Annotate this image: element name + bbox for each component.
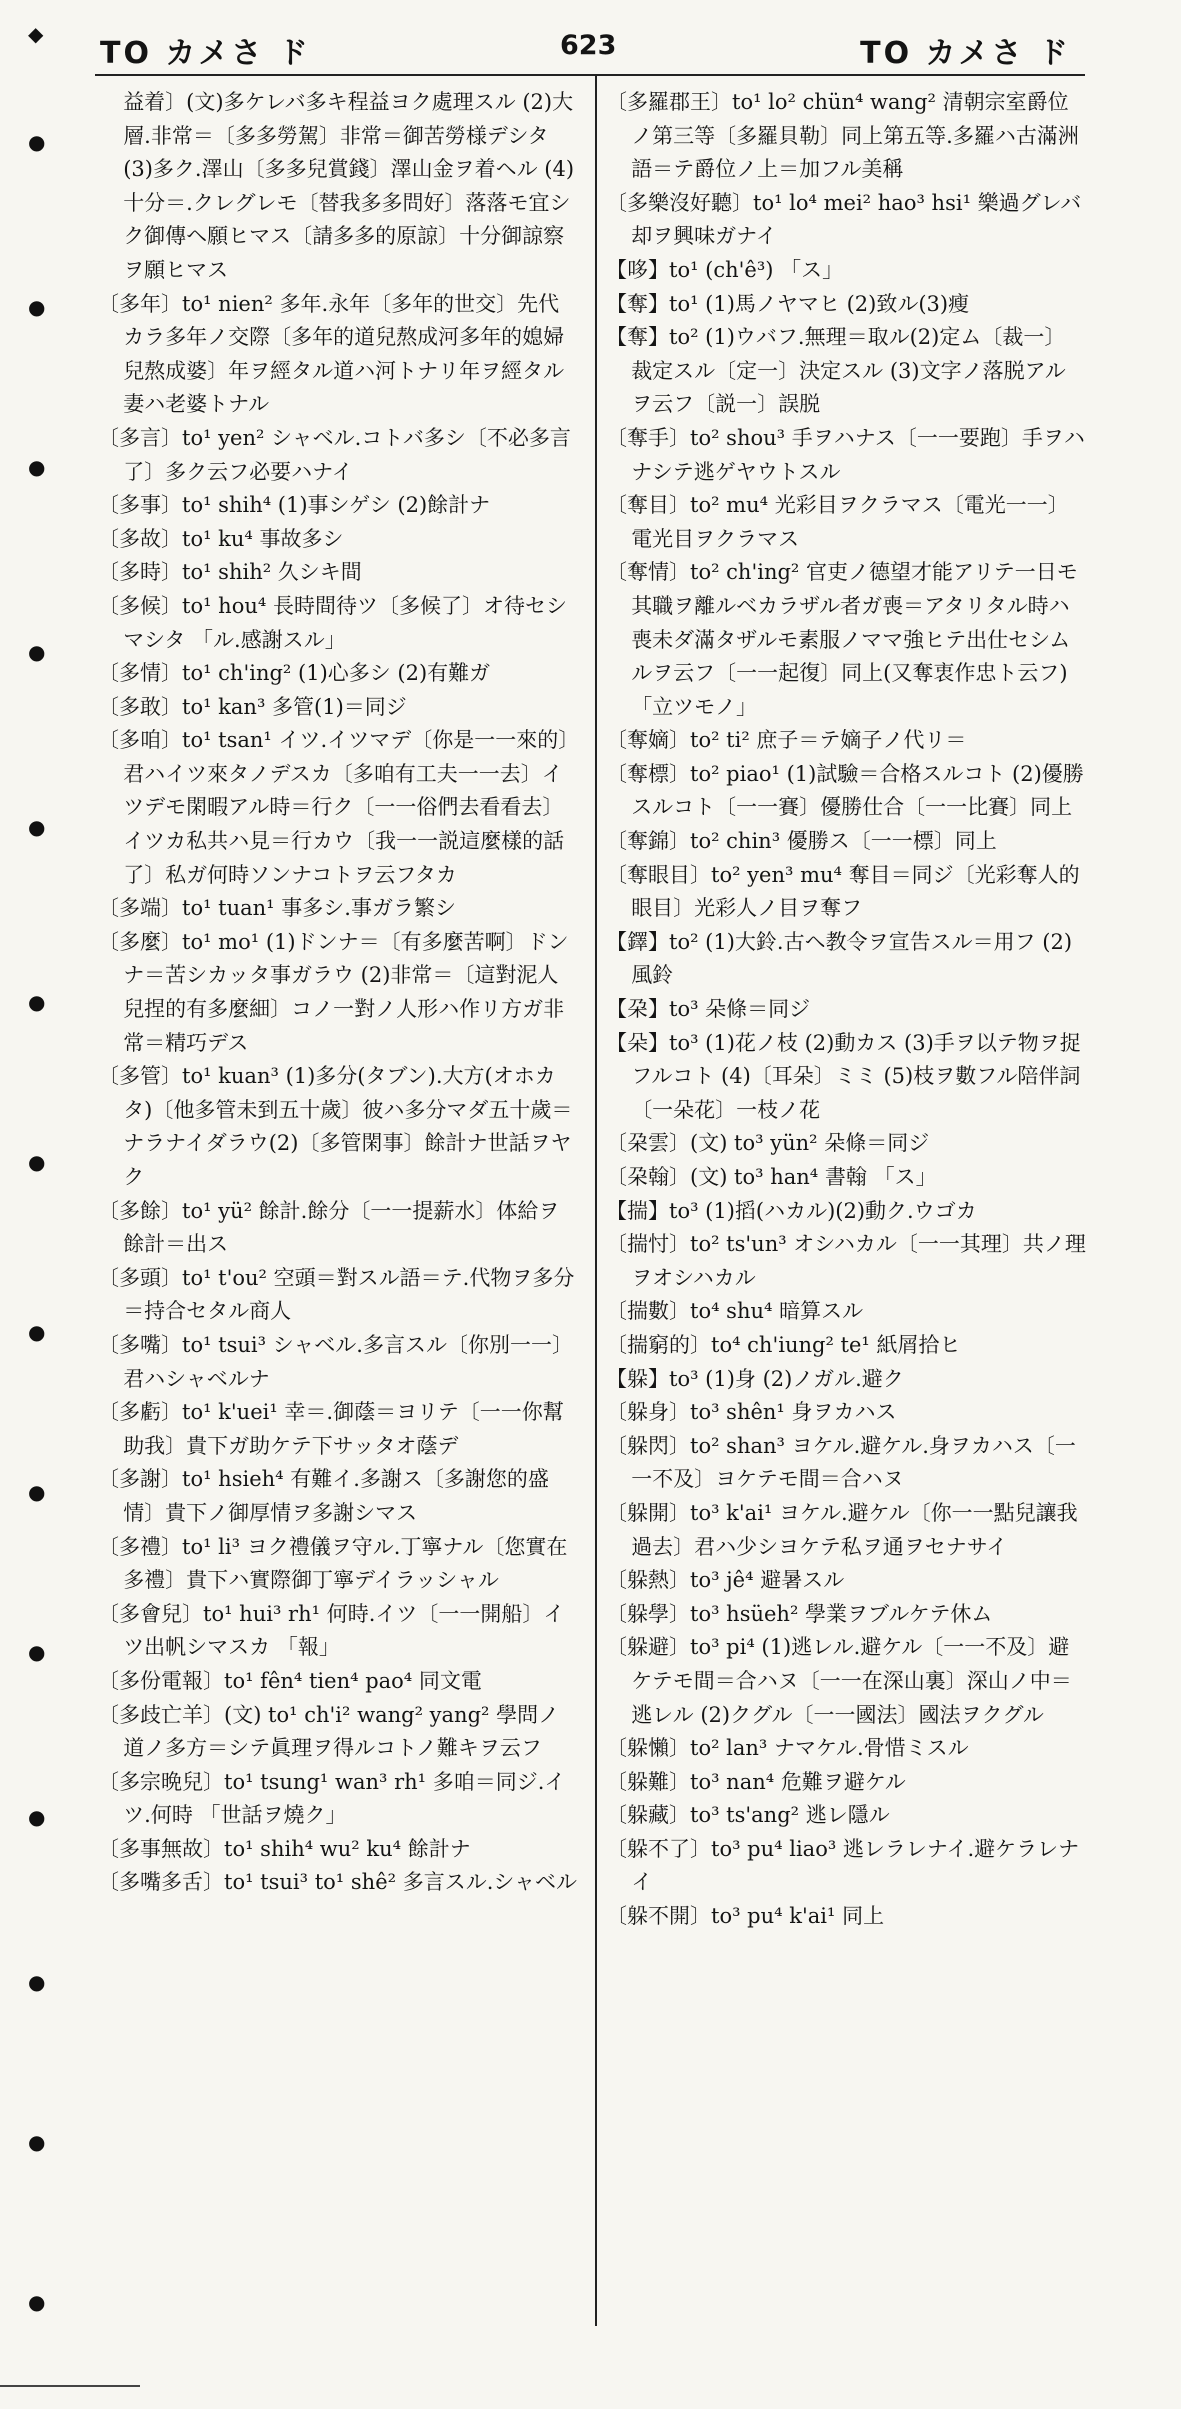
- dictionary-entry: 〔多會兒〕to¹ hui³ rh¹ 何時.イツ〔一一開船〕イツ出帆シマスカ 「報」: [98, 1601, 565, 1660]
- dictionary-entry: 〔朶翰〕(文) to³ han⁴ 書翰 「ス」: [606, 1165, 937, 1189]
- margin-mark-icon: ●: [28, 2130, 46, 2154]
- dictionary-entry: 〔多候〕to¹ hou⁴ 長時間待ツ〔多候了〕オ待セシマシタ 「ル.感謝スル」: [98, 593, 567, 652]
- dictionary-entry: 〔多樂沒好聽〕to¹ lo⁴ mei² hao³ hsi¹ 樂過グレバ却ヲ興味ガナイ: [606, 190, 1082, 249]
- dictionary-entry: 〔奪眼目〕to² yen³ mu⁴ 奪目＝同ジ〔光彩奪人的眼目〕光彩人ノ目ヲ奪フ: [606, 862, 1080, 921]
- right-column: [606, 86, 1086, 1934]
- dictionary-entry: 〔多嘴多舌〕to¹ tsui³ to¹ shê² 多言スル.シャベル: [98, 1870, 577, 1895]
- footer-rule: [0, 2385, 140, 2387]
- margin-mark-icon: ●: [28, 130, 46, 154]
- page-number: 623: [560, 30, 617, 61]
- dictionary-entry: 〔多頭〕to¹ t'ou² 空頭＝對スル語＝テ.代物ヲ多分＝持合セタル商人: [98, 1265, 575, 1324]
- margin-mark-icon: ●: [28, 1150, 46, 1174]
- dictionary-entry: 〔多管〕to¹ kuan³ (1)多分(タブン).大方(オホカタ)〔他多管未到五十歲〕彼ハ多分マダ五十歲＝ナラナイダラウ(2)〔多管閑事〕餘計ナ世話ヲヤク: [98, 1064, 573, 1189]
- dictionary-entry: 〔多禮〕to¹ li³ ヨク禮儀ヲ守ル.丁寧ナル〔您實在多禮〕貴下ハ實際御丁寧デイラッシャル: [98, 1534, 568, 1593]
- dictionary-entry: 〔多情〕to¹ ch'ing² (1)心多シ (2)有難ガ: [98, 661, 491, 686]
- dictionary-entry: 【朶】to³ 朵條＝同ジ: [606, 997, 811, 1022]
- dictionary-entry: 〔奪錦〕to² chin³ 優勝ス〔一一標〕同上: [606, 829, 997, 854]
- dictionary-entry: 〔多事無故〕to¹ shih⁴ wu² ku⁴ 餘計ナ: [98, 1836, 471, 1861]
- left-column: [98, 86, 578, 1900]
- dictionary-entry: 〔躲學〕to³ hsüeh² 學業ヲブルケテ休ム: [606, 1601, 993, 1626]
- dictionary-entry: 【奪】to² (1)ウバフ.無理＝取ル(2)定ム〔裁一〕裁定スル〔定一〕決定スル (3)文字ノ落脱アルヲ云フ〔説一〕誤脱: [606, 325, 1066, 417]
- dictionary-entry: 〔多嘴〕to¹ tsui³ シャベル.多言スル〔你別一一〕君ハシャベルナ: [98, 1332, 573, 1391]
- margin-mark-icon: ●: [28, 1480, 46, 1504]
- dictionary-entry: 〔多端〕to¹ tuan¹ 事多シ.事ガラ繁シ: [98, 896, 456, 921]
- dictionary-entry: 【朵】to³ (1)花ノ枝 (2)動カス (3)手ヲ以テ物ヲ捉フルコト (4)〔耳朵〕ミミ (5)枝ヲ數フル陪伴詞〔一朵花〕一枝ノ花: [606, 1030, 1081, 1122]
- dictionary-entry: 〔躲避〕to³ pi⁴ (1)逃レル.避ケル〔一一不及〕避ケテモ間＝合ハヌ〔一一在深山裏〕深山ノ中＝逃レル (2)クグル〔一一國法〕國法ヲクグル: [606, 1635, 1072, 1727]
- dictionary-entry: 〔奪目〕to² mu⁴ 光彩目ヲクラマス〔電光一一〕電光目ヲクラマス: [606, 493, 1069, 551]
- dictionary-entry: 〔躲不了〕to³ pu⁴ liao³ 逃レラレナイ.避ケラレナイ: [606, 1836, 1080, 1895]
- dictionary-entry: 〔多羅郡王〕to¹ lo² chün⁴ wang² 清朝宗室爵位ノ第三等〔多羅貝勒〕同上第五等.多羅ハ古滿洲語＝テ爵位ノ上＝加フル美稱: [606, 90, 1079, 182]
- dictionary-entry: 〔多年〕to¹ nien² 多年.永年〔多年的世交〕先代カラ多年ノ交際〔多年的道兒熬成河多年的媳婦兒熬成婆〕年ヲ經タル道ハ河トナリ年ヲ經タル妻ハ老婆トナル: [98, 291, 565, 417]
- header-rule: [95, 74, 1085, 76]
- dictionary-entry: 〔奪嫡〕to² ti² 庶子＝テ嫡子ノ代リ＝: [606, 728, 967, 753]
- margin-mark-icon: ●: [28, 640, 46, 664]
- dictionary-entry: 〔多餘〕to¹ yü² 餘計.餘分〔一一提薪水〕体給ヲ餘計＝出ス: [98, 1198, 560, 1257]
- running-head-right: TO カメさ ド: [860, 36, 1071, 71]
- dictionary-entry: 〔多事〕to¹ shih⁴ (1)事シゲシ (2)餘計ナ: [98, 493, 491, 518]
- dictionary-entry: 〔躲閃〕to² shan³ ヨケル.避ケル.身ヲカハス〔一一不及〕ヨケテモ間＝合ハヌ: [606, 1433, 1076, 1492]
- dictionary-entry: 〔奪手〕to² shou³ 手ヲハナス〔一一要跑〕手ヲハナシテ逃ゲヤウトスル: [606, 425, 1085, 484]
- dictionary-entry: 〔揣數〕to⁴ shu⁴ 暗算スル: [606, 1299, 864, 1324]
- dictionary-entry: 〔躲懶〕to² lan³ ナマケル.骨惜ミスル: [606, 1736, 969, 1761]
- margin-mark-icon: ●: [28, 2290, 46, 2314]
- dictionary-entry: 【鐸】to² (1)大鈴.古ヘ教令ヲ宣告スル＝用フ (2)風鈴: [606, 929, 1073, 988]
- page-header: [0, 22, 1181, 72]
- dictionary-entry: 〔躲藏〕to³ ts'ang² 逃レ隱ル: [606, 1803, 890, 1828]
- dictionary-entry: 〔奪標〕to² piao¹ (1)試驗＝合格スルコト (2)優勝スルコト〔一一賽〕優勝仕合〔一一比賽〕同上: [606, 761, 1084, 820]
- dictionary-entry: 【揣】to³ (1)搯(ハカル)(2)動ク.ウゴカ: [606, 1198, 977, 1223]
- margin-mark-icon: ●: [28, 1640, 46, 1664]
- dictionary-entry: 〔躲開〕to³ k'ai¹ ヨケル.避ケル〔你一一點兒讓我過去〕君ハ少シヨケテ私ヲ通ヲセナサイ: [606, 1500, 1078, 1559]
- dictionary-entry: 〔多言〕to¹ yen² シャベル.コトバ多シ〔不必多言了〕多ク云フ必要ハナイ: [98, 425, 571, 484]
- dictionary-entry: 〔多份電報〕to¹ fên⁴ tien⁴ pao⁴ 同文電: [98, 1668, 482, 1693]
- column-divider: [595, 76, 597, 2326]
- dictionary-entry: 〔揣窮的〕to⁴ ch'iung² te¹ 紙屑拾ヒ: [606, 1332, 961, 1357]
- margin-mark-icon: ●: [28, 815, 46, 839]
- dictionary-entry: 〔多時〕to¹ shih² 久シキ間: [98, 560, 362, 585]
- margin-mark-icon: ●: [28, 990, 46, 1014]
- dictionary-entry: 〔多謝〕to¹ hsieh⁴ 有難イ.多謝ス〔多謝您的盛情〕貴下ノ御厚情ヲ多謝シマス: [98, 1467, 549, 1525]
- margin-mark-icon: ●: [28, 1970, 46, 1994]
- dictionary-entry: 〔躲難〕to³ nan⁴ 危難ヲ避ケル: [606, 1769, 906, 1794]
- dictionary-entry: 〔多咱〕to¹ tsan¹ イツ.イツマデ〔你是一一來的〕君ハイツ來タノデスカ〔多咱有工夫一一去〕イツデモ閑暇アル時＝行ク〔一一俗們去看看去〕イツカ私共ハ見＝行カウ〔我一一説這麼樣的話了〕私ガ何時ソンナコトヲ云フタカ: [98, 728, 569, 887]
- dictionary-entry: 〔躲身〕to³ shên¹ 身ヲカハス: [606, 1400, 897, 1425]
- dictionary-entry: 〔躲熱〕to³ jê⁴ 避暑スル: [606, 1568, 845, 1593]
- dictionary-entry: 〔奪情〕to² ch'ing² 官吏ノ德望才能アリテ一日モ其職ヲ離ルベカラザル者ガ喪＝アタリタル時ハ喪未ダ滿タザルモ素服ノママ強ヒテ出仕セシムルヲ云フ〔一一起復〕同上(又奪衷作忠ト云フ) 「立ツモノ」: [606, 560, 1078, 719]
- dictionary-entry: 〔躲不開〕to³ pu⁴ k'ai¹ 同上: [606, 1904, 885, 1929]
- dictionary-entry: 【奪】to¹ (1)馬ノヤマヒ (2)致ル(3)瘦: [606, 291, 970, 316]
- dictionary-entry: 【躲】to³ (1)身 (2)ノガル.避ク: [606, 1366, 904, 1391]
- dictionary-entry: 〔多敢〕to¹ kan³ 多管(1)＝同ジ: [98, 694, 407, 719]
- margin-mark-icon: ●: [28, 295, 46, 319]
- dictionary-entry: 〔多宗晩兒〕to¹ tsung¹ wan³ rh¹ 多咱＝同ジ.イツ.何時 「世話ヲ燒ク」: [98, 1769, 566, 1828]
- dictionary-entry: 〔多歧亡羊〕(文) to¹ ch'i² wang² yang² 學問ノ道ノ多方＝シテ眞理ヲ得ルコトノ難キヲ云フ: [98, 1702, 560, 1761]
- dictionary-entry: 〔朶雲〕(文) to³ yün² 朵條＝同ジ: [606, 1131, 930, 1156]
- dictionary-entry: 【哆】to¹ (ch'ê³) 「ス」: [606, 257, 844, 282]
- margin-mark-icon: ●: [28, 1805, 46, 1829]
- dictionary-entry: 〔多故〕to¹ ku⁴ 事故多シ: [98, 526, 344, 551]
- margin-mark-icon: ●: [28, 1320, 46, 1344]
- dictionary-entry: 〔多麼〕to¹ mo¹ (1)ドンナ＝〔有多麼苦啊〕ドンナ＝苦シカッタ事ガラウ (2)非常＝〔這對泥人兒捏的有多麼細〕コノ一對ノ人形ハ作リ方ガ非常＝精巧デス: [98, 929, 569, 1055]
- margin-mark-icon: ●: [28, 455, 46, 479]
- running-head-left: TO カメさ ド: [100, 36, 311, 71]
- margin-mark-icon: ◆: [28, 22, 44, 46]
- dictionary-entry: 益着〕(文)多ケレバ多キ程益ヨク處理スル (2)大層.非常＝〔多多勞駕〕非常＝御苦勞様デシタ (3)多ク.澤山〔多多兒賞錢〕澤山金ヲ着ヘル (4)十分＝.クレグレモ〔替我多多問好〕落落モ宜シク御傳ヘ願ヒマス〔請多多的原諒〕十分御諒察ヲ願ヒマス: [123, 90, 575, 282]
- dictionary-entry: 〔揣忖〕to² ts'un³ オシハカル〔一一其理〕共ノ理ヲオシハカル: [606, 1232, 1086, 1290]
- dictionary-entry: 〔多虧〕to¹ k'uei¹ 幸＝.御蔭＝ヨリテ〔一一你幫助我〕貴下ガ助ケテ下サッタオ蔭デ: [98, 1400, 564, 1458]
